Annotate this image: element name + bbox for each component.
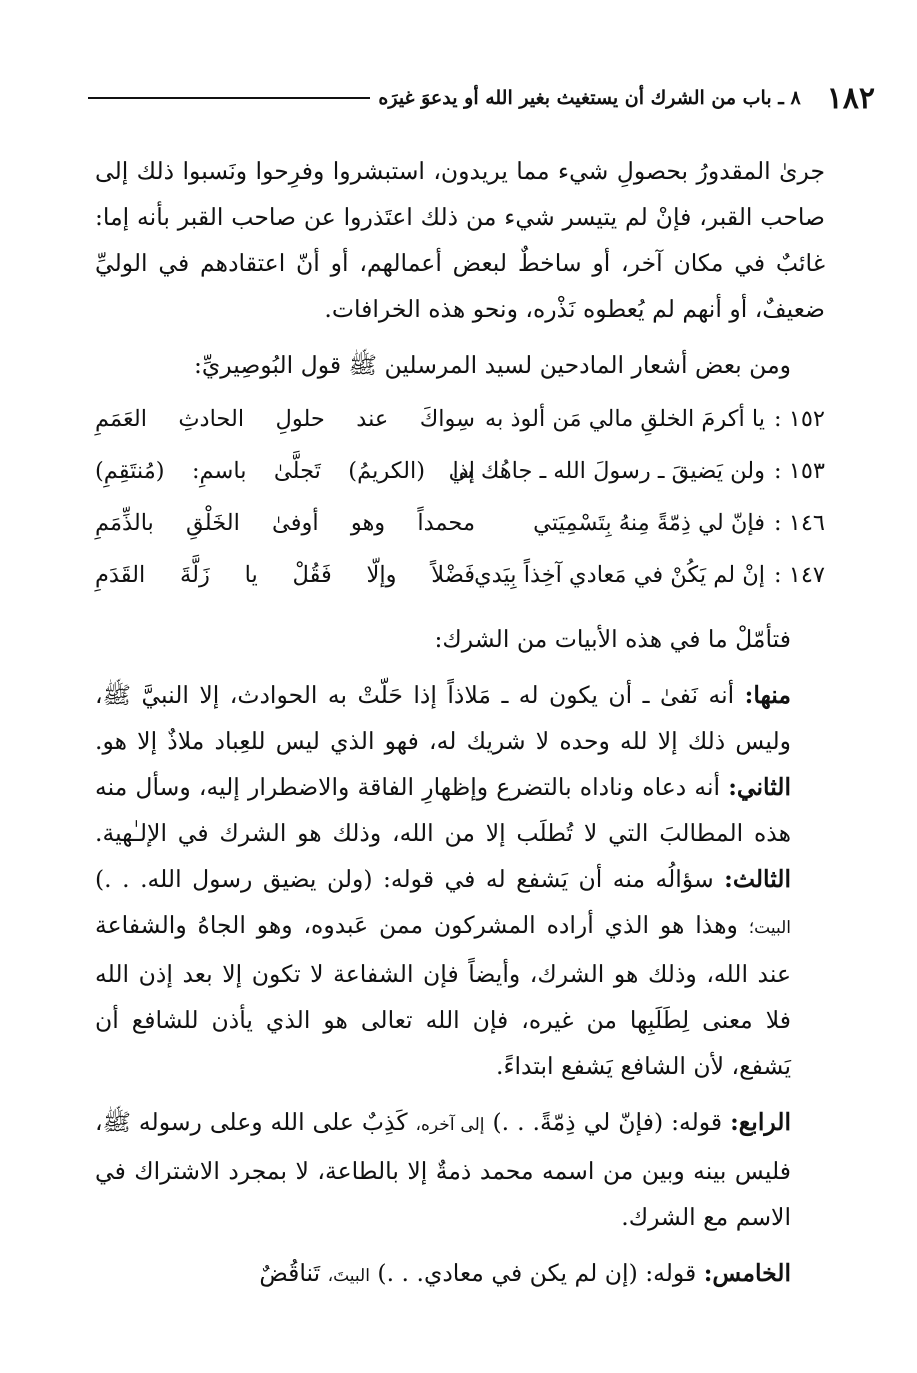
- point-text: أنه نَفىٰ ـ أن يكون له ـ مَلاذاً إذا حَلّتْ به الحوادث، إلا النبيَّ ﷺ، وليس ذلك إلا لله وحده لا شريك له، فهو الذي ليس للعِباد ملاذٌ إلا هو.: [95, 681, 791, 755]
- verse-153: [95, 448, 825, 500]
- ila-akhirih-abbrev: إلى آخره،: [415, 1115, 485, 1135]
- point-text: تَناقُضٌ: [259, 1259, 328, 1287]
- point-text: وهذا هو الذي أراده المشركون ممن عَبدوه، وهو الجاهُ والشفاعة عند الله، وذلك هو الشرك، وأيضاً فإن الشفاعة لا تكون إلا بعد إذن الله فلا معنى لِطَلَبِها من غيره، فإن الله تعالى هو الذي يأذن للشافع أن يَشفع، لأن الشافع يَشفع ابتداءً.: [95, 911, 791, 1080]
- bayt-abbrev: البيتَ،: [327, 1266, 370, 1286]
- verse-second-hemistich: سِواكَ عند حلولِ الحادثِ العَمَمِ: [95, 406, 475, 432]
- paragraph-fourth-point: [95, 1099, 825, 1240]
- verse-first-hemistich: يا أكرمَ الخلقِ مالي مَن ألوذ به: [485, 406, 765, 432]
- verse-152: [95, 396, 825, 448]
- verse-147: [95, 552, 825, 604]
- verse-second-hemistich: فَضْلاً وإلّا فَقُلْ يا زَلَّةَ القَدَمِ: [95, 562, 475, 588]
- verse-first-hemistich: إنْ لم يَكُنْ في مَعادي آخِذاً بِيَدي: [474, 562, 765, 588]
- poem-verses: [95, 396, 825, 604]
- verse-first-hemistich: فإنّ لي ذِمّةً مِنهُ بِتَسْمِيَتي: [533, 510, 765, 536]
- point-text: قوله: (فإنّ لي ذِمّةً. . .): [484, 1108, 731, 1136]
- paragraph-1: جرىٰ المقدورُ بحصولِ شيء مما يريدون، استبشروا وفرِحوا ونَسبوا ذلك إلى صاحب القبر، فإنْ لم يتيسر شيء من ذلك اعتَذروا عن صاحب القبر بأنه إما: غائبٌ في مكان آخر، أو ساخطٌ لبعض أعمالهم، أو أنّ اعتقادهم في الوليِّ ضعيفٌ، أو أنهم لم يُعطوه نَذْره، ونحو هذه الخرافات.: [95, 157, 825, 323]
- page-header: [88, 78, 875, 118]
- point-label-fifth: الخامس:: [703, 1259, 791, 1287]
- point-label-third: الثالث:: [724, 865, 791, 893]
- verse-number: ١٤٧ :: [774, 562, 825, 588]
- bayt-abbrev: البيت؛: [748, 918, 791, 938]
- page-body: [95, 148, 825, 1309]
- paragraph-first-point: [95, 672, 825, 1089]
- point-text: أنه دعاه وناداه بالتضرع وإظهارِ الفاقة والاضطرار إليه، وسأل منه هذه المطالبَ التي لا تُطلَب إلا من الله، وذلك هو الشرك في الإلـٰهية.: [95, 773, 791, 847]
- running-title: ٨ ـ باب من الشرك أن يستغيث بغير الله أو يدعوَ غيرَه: [378, 87, 801, 109]
- point-text: سؤالُه منه أن يَشفع له في قوله: (ولن يضيق رسول الله. . .): [95, 865, 725, 893]
- verse-first-hemistich: ولن يَضيقَ ـ رسولَ الله ـ جاهُك بي: [448, 458, 765, 484]
- verse-number: ١٤٦ :: [774, 510, 825, 536]
- paragraph-fifth-point: [95, 1250, 825, 1299]
- header-rule: [88, 97, 370, 99]
- point-text: كَذِبٌ على الله وعلى رسوله ﷺ، فليس بينه وبين من اسمه محمد ذمةٌ إلا بالطاعة، لا بمجرد الاشتراك في الاسم مع الشرك.: [95, 1108, 791, 1231]
- verse-number: ١٥٣ :: [774, 458, 825, 484]
- verse-number: ١٥٢ :: [774, 406, 825, 432]
- page-number: ١٨٢: [826, 80, 875, 116]
- verse-146: [95, 500, 825, 552]
- point-label-second: الثاني:: [728, 773, 791, 801]
- point-label-fourth: الرابع:: [730, 1108, 792, 1136]
- point-label-first: منها:: [744, 681, 791, 709]
- paragraph-reflect: فتأمّلْ ما في هذه الأبيات من الشرك:: [434, 625, 791, 653]
- verse-second-hemistich: محمداً وهو أوفىٰ الخَلْقِ بالذِّمَمِ: [95, 510, 475, 536]
- verse-second-hemistich: إذا (الكريمُ) تَجلَّىٰ باسمِ: (مُنتَقِمِ): [95, 458, 475, 484]
- poem-intro: ومن بعض أشعار المادحين لسيد المرسلين ﷺ قول البُوصِيريِّ:: [193, 351, 791, 379]
- point-text: قوله: (إن لم يكن في معادي. . .): [369, 1259, 704, 1287]
